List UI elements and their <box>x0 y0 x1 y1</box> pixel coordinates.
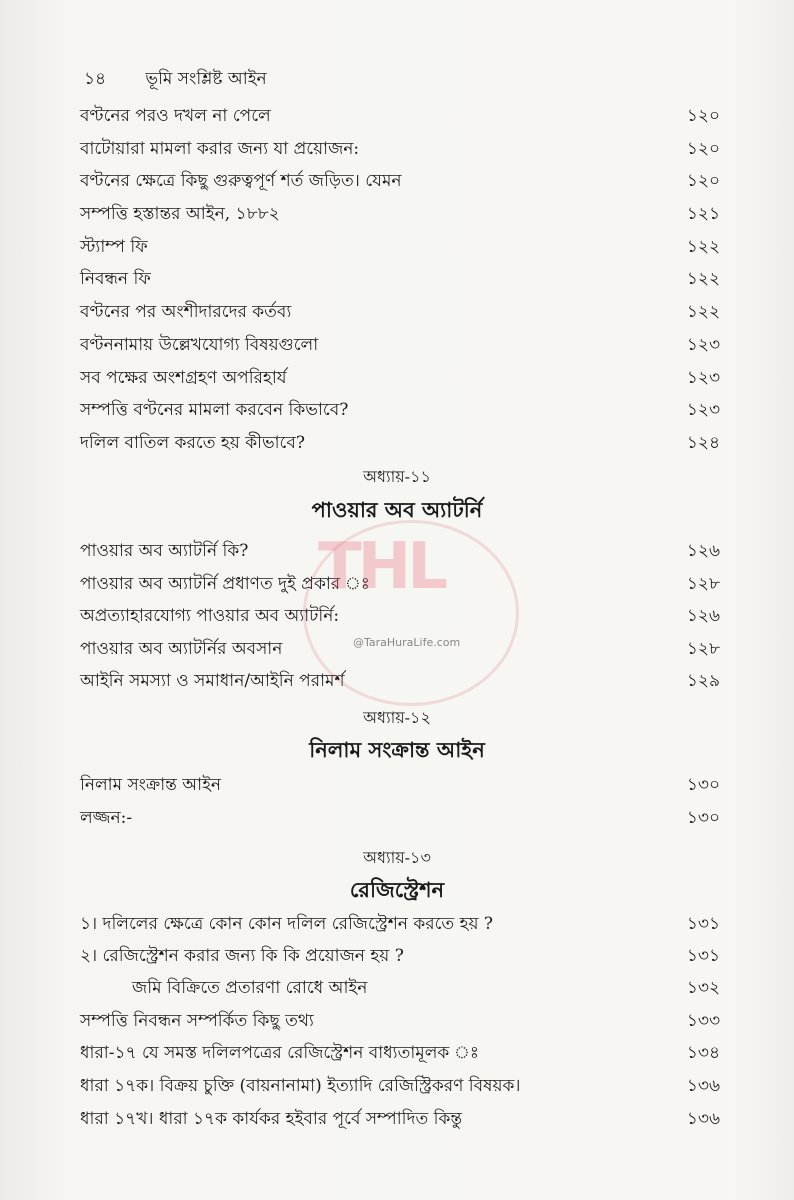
toc-entry <box>80 1008 720 1038</box>
chapter-label: অধ্যায়-১১ <box>363 467 431 486</box>
toc-entry <box>80 1106 720 1136</box>
toc-entry-title: অপ্রত্যাহারযোগ্য পাওয়ার অব অ্যাটর্নি: <box>80 606 340 626</box>
toc-entry-title: সব পক্ষের অংশগ্রহণ অপরিহার্য <box>80 368 287 388</box>
toc-entry-page: ১৩২ <box>686 978 720 998</box>
toc-entry <box>80 805 720 835</box>
toc-entry-title: স্ট্যাম্প ফি <box>80 237 148 257</box>
toc-entry-page: ১২৪ <box>686 433 720 453</box>
toc-entry-page: ১২৮ <box>686 639 720 659</box>
toc-entry-title: ধারা ১৭ক। বিক্রয় চুক্তি (বায়নানামা) ইত্যাদি রেজিস্ট্রিকরণ বিষয়ক। <box>80 1076 521 1096</box>
toc-entry <box>80 266 720 296</box>
toc-entry-title: পাওয়ার অব অ্যাটর্নি প্রধাণত দুই প্রকার ঃ <box>80 574 370 594</box>
watermark-url: @TaraHuraLife.com <box>353 636 461 649</box>
toc-entry-title: ২। রেজিস্ট্রেশন করার জন্য কি কি প্রয়োজন হয় ? <box>80 946 404 966</box>
toc-entry-page: ১৩৬ <box>686 1076 720 1096</box>
toc-entry-title: বণ্টননামায় উল্লেখযোগ্য বিষয়গুলো <box>80 335 319 355</box>
toc-entry-page: ১২০ <box>686 106 720 126</box>
running-title: ভূমি সংশ্লিষ্ট আইন <box>145 69 267 89</box>
toc-entry-title: বণ্টনের পর অংশীদারদের কর্তব্য <box>80 302 292 322</box>
toc-entry-page: ১৩৬ <box>686 1109 720 1129</box>
toc-entry <box>80 943 720 973</box>
toc-entry-title: ১। দলিলের ক্ষেত্রে কোন কোন দলিল রেজিস্ট্রেশন করতে হয় ? <box>80 914 494 934</box>
chapter-label: অধ্যায়-১২ <box>363 708 431 727</box>
toc-entry <box>80 1073 720 1103</box>
toc-entry <box>80 430 720 460</box>
toc-entry <box>80 668 720 698</box>
toc-entry-page: ১২০ <box>686 139 720 159</box>
toc-entry <box>80 299 720 329</box>
chapter-title: রেজিস্ট্রেশন <box>349 877 445 902</box>
toc-entry-title: বাটোয়ারা মামলা করার জন্য যা প্রয়োজন: <box>80 139 360 159</box>
toc-entry-page: ১২২ <box>686 269 720 289</box>
page-number: ১৪ <box>84 69 107 89</box>
toc-entry-page: ১২৩ <box>686 335 720 355</box>
toc-entry-title: নিলাম সংক্রান্ত আইন <box>80 775 222 795</box>
toc-entry-page: ১২৩ <box>686 400 720 420</box>
toc-entry <box>80 201 720 231</box>
chapter-title: নিলাম সংক্রান্ত আইন <box>309 737 485 762</box>
toc-entry <box>80 603 720 633</box>
toc-entry-page: ১৩৪ <box>686 1043 720 1063</box>
toc-entry-title: ধারা ১৭খ। ধারা ১৭ক কার্যকর হইবার পূর্বে সম্পাদিত কিন্তু <box>80 1109 463 1129</box>
toc-entry <box>80 1040 720 1070</box>
chapter-label: অধ্যায়-১৩ <box>363 848 431 867</box>
toc-entry <box>80 168 720 198</box>
toc-entry <box>80 332 720 362</box>
toc-entry <box>80 975 720 1005</box>
toc-entry-page: ১২৯ <box>686 671 720 691</box>
toc-entry-page: ১২৩ <box>686 368 720 388</box>
toc-entry-title: নিবন্ধন ফি <box>80 269 151 289</box>
toc-entry-title: পাওয়ার অব অ্যাটর্নি কি? <box>80 541 249 561</box>
toc-entry-title: সম্পত্তি বণ্টনের মামলা করবেন কিভাবে? <box>80 400 349 420</box>
toc-entry-title: ধারা-১৭ যে সমস্ত দলিলপত্রের রেজিস্ট্রেশন বাধ্যতামূলক ঃ <box>80 1043 479 1063</box>
toc-entry-title: জমি বিক্রিতে প্রতারণা রোধে আইন <box>132 978 368 998</box>
toc-entry <box>80 103 720 133</box>
toc-entry-page: ১৩০ <box>686 808 720 828</box>
toc-entry-page: ১২৬ <box>686 606 720 626</box>
toc-entry-title: সম্পত্তি নিবন্ধন সম্পর্কিত কিছু তথ্য <box>80 1011 314 1031</box>
toc-entry-title: আইনি সমস্যা ও সমাধান/আইনি পরামর্শ <box>80 671 345 691</box>
toc-entry-title: বণ্টনের ক্ষেত্রে কিছু গুরুত্বপূর্ণ শর্ত জড়িত। যেমন <box>80 171 402 191</box>
chapter-title: পাওয়ার অব অ্যাটর্নি <box>311 497 483 522</box>
toc-entry-page: ১২২ <box>686 237 720 257</box>
toc-entry <box>80 911 720 941</box>
toc-entry-page: ১৩১ <box>686 946 720 966</box>
toc-entry <box>80 234 720 264</box>
toc-entry-title: পাওয়ার অব অ্যাটর্নির অবসান <box>80 639 283 659</box>
toc-entry <box>80 365 720 395</box>
toc-entry-page: ১৩৩ <box>686 1011 720 1031</box>
toc-entry-page: ১৩০ <box>686 775 720 795</box>
toc-entry-page: ১২১ <box>686 204 720 224</box>
toc-entry-title: সম্পত্তি হস্তান্তর আইন, ১৮৮২ <box>80 204 280 224</box>
toc-entry-title: দলিল বাতিল করতে হয় কীভাবে? <box>80 433 305 453</box>
toc-entry-page: ১২৬ <box>686 541 720 561</box>
watermark-logo: THL <box>318 530 444 604</box>
toc-entry-page: ১২২ <box>686 302 720 322</box>
toc-entry <box>80 397 720 427</box>
toc-entry <box>80 136 720 166</box>
toc-entry-title: বণ্টনের পরও দখল না পেলে <box>80 106 271 126</box>
toc-entry-page: ১২০ <box>686 171 720 191</box>
toc-entry-page: ১২৮ <box>686 574 720 594</box>
toc-entry <box>80 772 720 802</box>
page-header <box>84 66 267 94</box>
toc-entry-page: ১৩১ <box>686 914 720 934</box>
toc-entry-title: লজ্জন:- <box>80 808 133 828</box>
